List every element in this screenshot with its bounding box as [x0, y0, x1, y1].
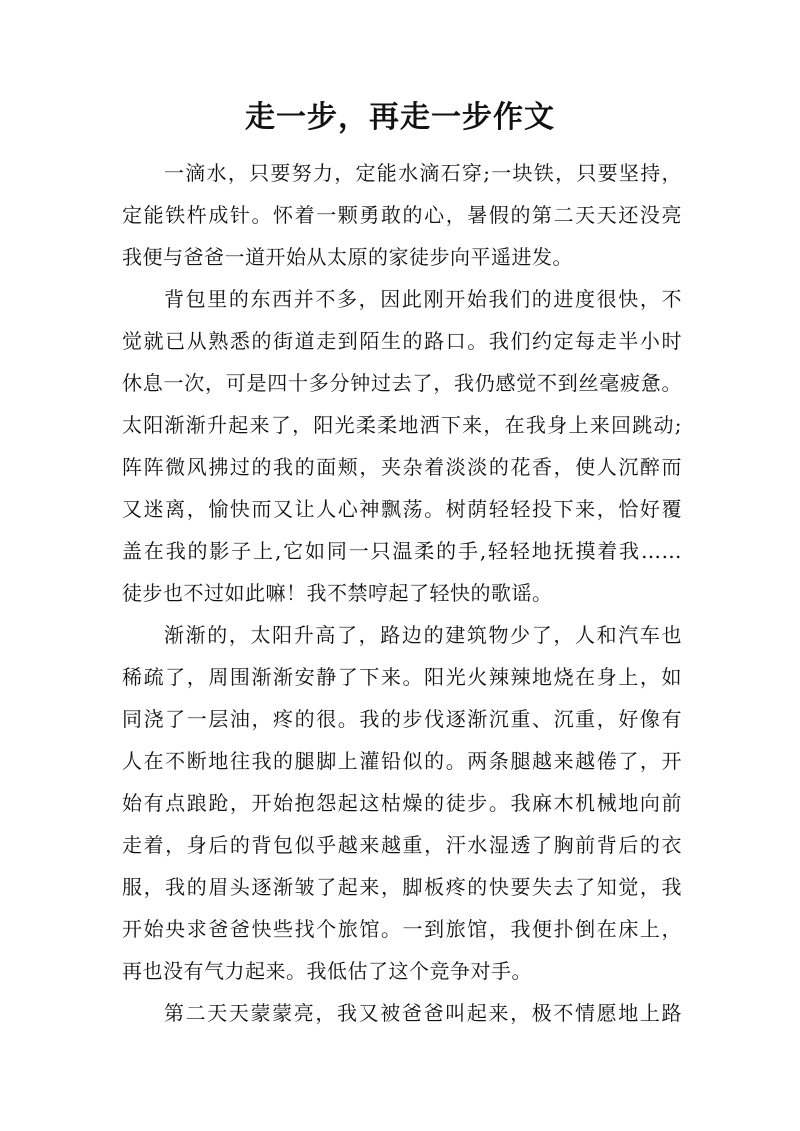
text-line: 始有点踉跄，开始抱怨起这枯燥的徒步。我麻木机械地向前 — [122, 791, 682, 815]
text-line: 人在不断地往我的腿脚上灌铅似的。两条腿越来越倦了，开 — [122, 749, 682, 773]
text-line: 又迷离，愉快而又让人心神飘荡。树荫轻轻投下来，恰好覆 — [122, 497, 682, 521]
text-line: 开始央求爸爸快些找个旅馆。一到旅馆，我便扑倒在床上， — [122, 917, 682, 941]
text-line: 太阳渐渐升起来了，阳光柔柔地洒下来，在我身上来回跳动; — [122, 413, 682, 437]
text-line: 盖在我的影子上,它如同一只温柔的手,轻轻地抚摸着我…… — [122, 539, 682, 563]
text-line: 走着，身后的背包似乎越来越重，汗水湿透了胸前背后的衣 — [122, 833, 682, 857]
text-line: 徒步也不过如此嘛！我不禁哼起了轻快的歌谣。 — [122, 581, 553, 605]
text-line: 稀疏了，周围渐渐安静了下来。阳光火辣辣地烧在身上，如 — [122, 665, 682, 689]
text-line: 背包里的东西并不多，因此刚开始我们的进度很快，不 — [164, 287, 682, 311]
text-line: 服，我的眉头逐渐皱了起来，脚板疼的快要失去了知觉，我 — [122, 875, 682, 899]
text-line: 一滴水，只要努力，定能水滴石穿;一块铁，只要坚持， — [164, 161, 682, 185]
text-line: 觉就已从熟悉的街道走到陌生的路口。我们约定每走半小时 — [122, 329, 682, 353]
text-line: 我便与爸爸一道开始从太原的家徒步向平遥进发。 — [122, 245, 573, 269]
text-line: 再也没有气力起来。我低估了这个竞争对手。 — [122, 959, 532, 983]
text-line: 阵阵微风拂过的我的面颊，夹杂着淡淡的花香，使人沉醉而 — [122, 455, 682, 479]
essay-title: 走一步，再走一步作文 — [245, 100, 555, 135]
text-line: 第二天天蒙蒙亮，我又被爸爸叫起来，极不情愿地上路 — [164, 1001, 682, 1025]
text-line: 渐渐的，太阳升高了，路边的建筑物少了，人和汽车也 — [164, 623, 682, 647]
text-line: 同浇了一层油，疼的很。我的步伐逐渐沉重、沉重，好像有 — [122, 707, 682, 731]
text-line: 休息一次，可是四十多分钟过去了，我仍感觉不到丝毫疲惫。 — [122, 371, 682, 395]
text-line: 定能铁杵成针。怀着一颗勇敢的心，暑假的第二天天还没亮 — [122, 203, 682, 227]
essay-body — [122, 152, 682, 1034]
